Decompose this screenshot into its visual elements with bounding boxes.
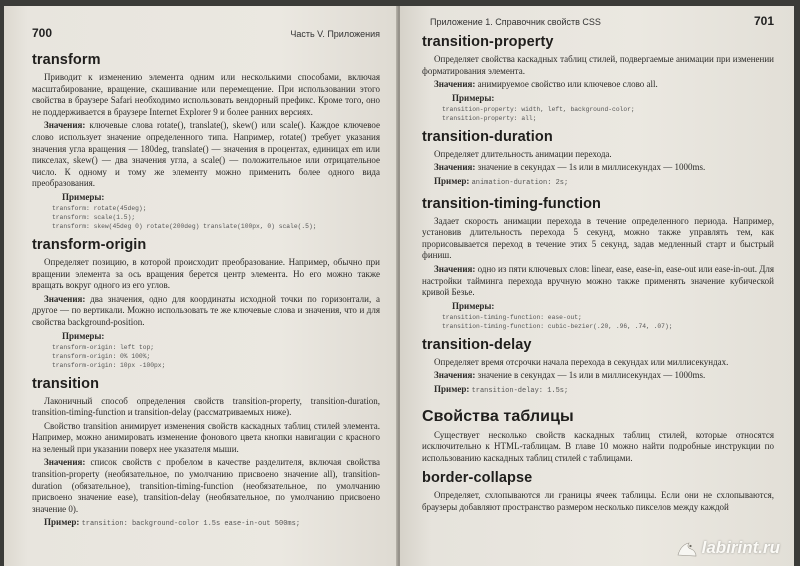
transition-duration-description: Определяет длительность анимации перехода. <box>434 148 612 159</box>
left-page-header <box>32 26 380 40</box>
heading-transform-origin: transform-origin <box>32 236 147 253</box>
transition-delay-example: Пример: transition-delay: 1.5s; <box>434 383 569 395</box>
right-page <box>400 6 794 566</box>
running-head: Приложение 1. Справочник свойств CSS <box>430 17 601 27</box>
heading-transform: transform <box>32 52 101 68</box>
transform-description: Приводит к изменению элемента одним или несколькими способами, включая масштабирование, вращение, скашивание или перемещение. При использовании этого свойства в браузере Safari необходимо использовать вендорный префикс. Кроме того, оно не поддерживается в браузере Internet Explorer 9 и более ранних версиях. <box>32 72 380 117</box>
transition-timing-function-description: Задает скорость анимации перехода в течение определенного периода. Например, установив длительность перехода 5 секунд, можно также управлять тем, как прорисовывается переход в течение этих 5 секунд, задав медленный старт и быстрый финиш. <box>422 215 774 261</box>
transform-examples-label: Примеры: <box>62 191 105 202</box>
transform-origin-values: Значения: два значения, одно для координаты исходной точки по горизонтали, а другое — по вертикали. Можно использовать те же ключевые слова и значения, что и для свойства background-position. <box>32 293 380 327</box>
transition-example: Пример: transition: background-color 1.5s ease-in-out 500ms; <box>44 517 301 529</box>
transition-property-description: Определяет свойства каскадных таблиц стилей, подвергаемые анимации при изменении форматирования элемента. <box>422 54 774 76</box>
transform-origin-description: Определяет позицию, в которой происходит преобразование. Например, обычно при вращении элемента за ось вращения берется центр элемента. Но его можно также вращать вокруг одного из его углов. <box>32 256 380 291</box>
heading-transition-property: transition-property <box>422 34 554 50</box>
transition-delay-values: Значения: значение в секундах — 1s или в миллисекундах — 1000ms. <box>434 370 706 381</box>
transition-timing-function-examples-label: Примеры: <box>452 300 495 311</box>
transition-duration-example: Пример: animation-duration: 2s; <box>434 175 569 187</box>
transform-values: Значения: ключевые слова rotate(), translate(), skew() или scale(). Каждое ключевое слово использует значение определенного типа. Например, rotate() требует указания значения угла вращения — 180deg, translate() — значения в процентах, единицах em или пикселах, skew() — два значения угла, a scale() — положительное или отрицательное число. К одному и тому же элементу можно применить более одного вида преобразования. <box>32 120 380 189</box>
running-head: Часть V. Приложения <box>290 29 380 39</box>
left-page <box>4 6 398 566</box>
heading-transition: transition <box>32 375 100 392</box>
watermark-text: labirint.ru <box>701 538 780 557</box>
page-number: 701 <box>753 14 774 28</box>
heading-table-properties: Свойства таблицы <box>422 407 574 425</box>
heading-border-collapse: border-collapse <box>422 470 533 487</box>
transition-timing-function-values: Значения: одно из пяти ключевых слов: linear, ease, ease-in, ease-out или ease-in-out. Для настройки тайминга перехода вручную можно также применять значение кубической кривой Безье. <box>422 263 775 298</box>
transition-property-values: Значения: анимируемое свойство или ключевое слово all. <box>434 79 658 90</box>
transition-duration-values: Значения: значение в секундах — 1s или в миллисекундах — 1000ms. <box>434 162 706 173</box>
border-collapse-description: Определяет, схлопываются ли границы ячеек таблицы. Если они не схлопываются, браузеры добавляют пространство размером несколько пикселов между каждой <box>422 490 774 512</box>
labirint-logo-icon <box>676 538 698 558</box>
heading-transition-duration: transition-duration <box>422 128 553 145</box>
transition-description-2: Свойство transition анимирует изменения свойств каскадных таблиц стилей элемента. Например, можно анимировать изменение фонового цвета кнопки навигации с красного на зеленый при указании поверх нее указателя мыши. <box>32 420 380 454</box>
transition-property-examples-label: Примеры: <box>452 92 495 103</box>
transition-timing-function-examples: transition-timing-function: ease-out; transition-timing-function: cubic-bezier(.20, .96, .74, .07); <box>442 313 673 330</box>
heading-transition-delay: transition-delay <box>422 336 532 353</box>
transform-origin-examples: transform-origin: left top; transform-origin: 0% 100%; transform-origin: 10px -100px; <box>52 343 166 369</box>
transition-delay-description: Определяет время отсрочки начала перехода в секундах или миллисекундах. <box>434 356 729 367</box>
table-properties-description: Существует несколько свойств каскадных таблиц стилей, которые относятся исключительно к HTML-таблицам. В главе 10 можно найти подробные инструкции по использованию каскадных таблиц стилей с таблицами. <box>422 429 774 463</box>
transform-origin-examples-label: Примеры: <box>62 330 105 341</box>
transform-examples: transform: rotate(45deg); transform: scale(1.5); transform: skew(45deg 0) rotate(200deg) translate(100px, 0) scale(.5); <box>52 204 317 230</box>
right-page-header <box>422 14 774 28</box>
heading-transition-timing-function: transition-timing-function <box>422 195 601 212</box>
transition-property-examples: transition-property: width, left, background-color; transition-property: all; <box>442 105 635 122</box>
transition-values: Значения: список свойств с пробелом в качестве разделителя, включая свойства transition-property (необязательное, по умолчанию присвоено значение all), transition-duration (обязательное), transition-timing-function (необязательное, по умолчанию присвоено значение ease), transition-delay (необязательное, по умолчанию присвоено значение 0). <box>32 457 380 514</box>
labirint-watermark <box>676 538 780 558</box>
page-number: 700 <box>32 26 53 40</box>
transition-description: Лаконичный способ определения свойств transition-property, transition-duration, transition-timing-function и transition-delay (рассматриваемых ниже). <box>32 395 380 418</box>
